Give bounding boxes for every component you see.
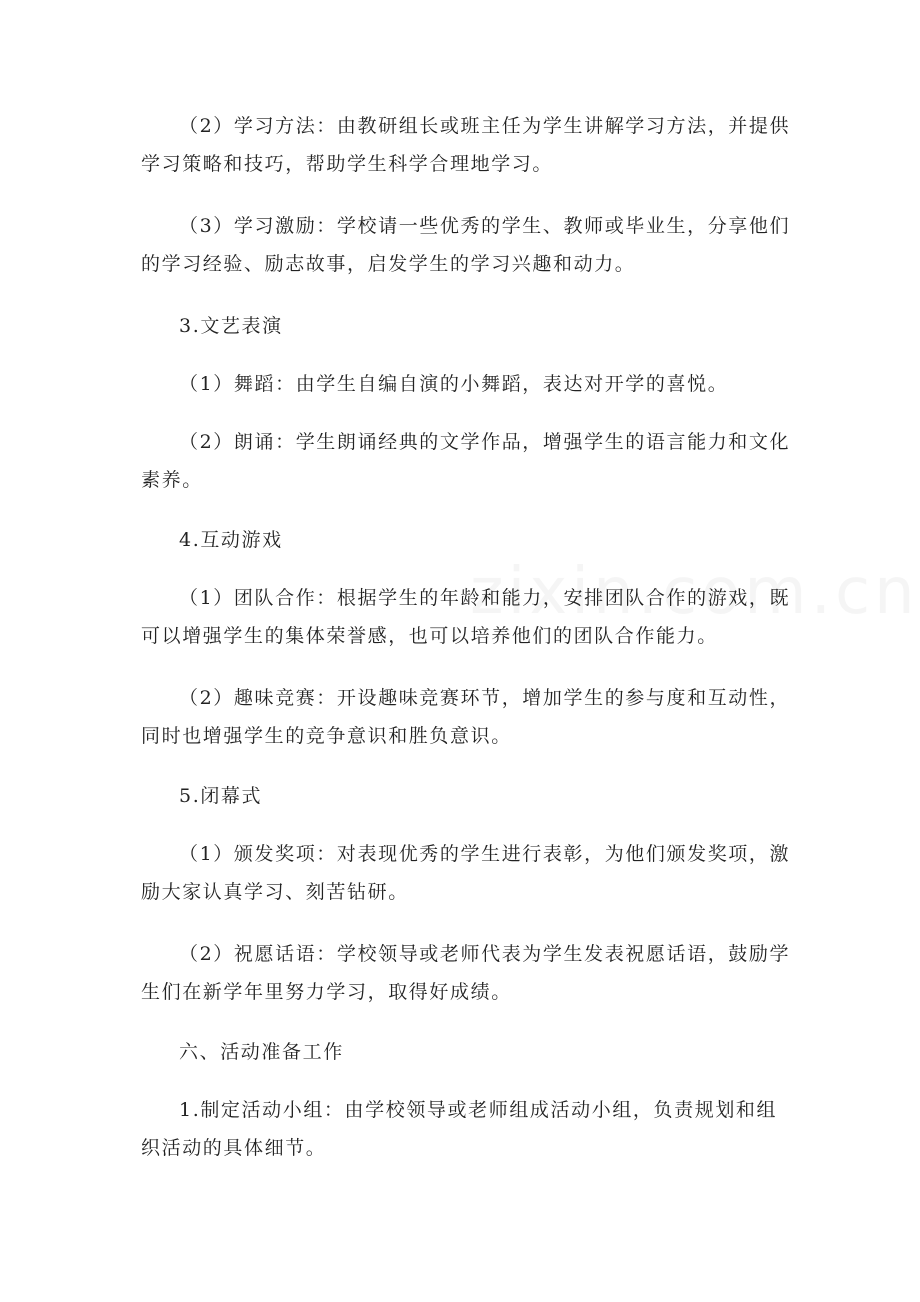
section-heading-closing: 5.闭幕式	[179, 785, 263, 807]
paragraph-wishes: （2）祝愿话语：学校领导或老师代表为学生发表祝愿话语，鼓励学生们在新学年里努力学习，取得好成绩。	[141, 943, 791, 1003]
section-heading-preparation: 六、活动准备工作	[179, 1041, 344, 1063]
paragraph-recitation: （2）朗诵：学生朗诵经典的文学作品，增强学生的语言能力和文化素养。	[141, 431, 791, 491]
paragraph-learning-motivation: （3）学习激励：学校请一些优秀的学生、教师或毕业生，分享他们的学习经验、励志故事，启发学生的学习兴趣和动力。	[141, 215, 791, 275]
paragraph-competition: （2）趣味竞赛：开设趣味竞赛环节，增加学生的参与度和互动性，同时也增强学生的竞争意识和胜负意识。	[141, 687, 791, 747]
paragraph-learning-method: （2）学习方法：由教研组长或班主任为学生讲解学习方法，并提供学习策略和技巧，帮助学生科学合理地学习。	[141, 115, 791, 175]
section-heading-games: 4.互动游戏	[179, 529, 283, 551]
paragraph-dance: （1）舞蹈：由学生自编自演的小舞蹈，表达对开学的喜悦。	[179, 373, 729, 395]
section-heading-performance: 3.文艺表演	[179, 315, 283, 337]
paragraph-activity-group: 1.制定活动小组：由学校领导或老师组成活动小组，负责规划和组织活动的具体细节。	[141, 1099, 778, 1159]
paragraph-teamwork: （1）团队合作：根据学生的年龄和能力，安排团队合作的游戏，既可以增强学生的集体荣誉感，也可以培养他们的团队合作能力。	[141, 587, 791, 647]
paragraph-awards: （1）颁发奖项：对表现优秀的学生进行表彰，为他们颁发奖项，激励大家认真学习、刻苦钻研。	[141, 843, 791, 903]
